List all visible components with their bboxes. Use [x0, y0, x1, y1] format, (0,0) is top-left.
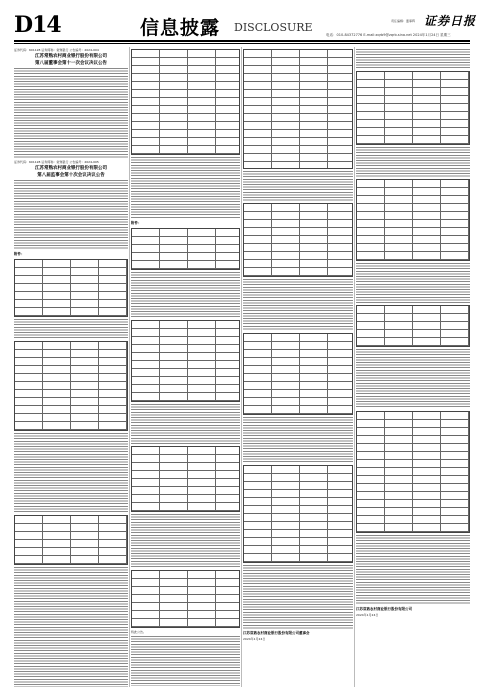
- data-table: [356, 179, 470, 261]
- announcement-title: 江苏常熟农村商业银行股份有限公司: [35, 54, 107, 59]
- data-table: [131, 49, 240, 155]
- body-text-block: [14, 180, 128, 250]
- table-label: 附件：: [131, 221, 142, 225]
- body-text-block: [14, 433, 128, 513]
- body-text-block: [131, 157, 240, 219]
- data-table: [356, 71, 470, 145]
- page-number: D14: [14, 12, 61, 38]
- data-table: [243, 203, 353, 277]
- column-divider: [129, 47, 130, 687]
- data-table: [356, 411, 470, 533]
- signature-label: 江苏常熟农村商业银行股份有限公司董事会: [243, 631, 310, 635]
- signature-date: 2024年1月24日: [243, 637, 266, 641]
- announcement-subtitle: 第八届监事会第十次会议决议公告: [37, 173, 105, 178]
- header-rule-thin: [14, 43, 470, 44]
- body-text-block: [243, 417, 353, 463]
- column-2: [131, 47, 240, 687]
- body-text-block: [356, 147, 470, 177]
- data-table: [243, 333, 353, 415]
- data-table: [243, 465, 353, 563]
- data-table: [131, 570, 240, 628]
- newspaper-logo: 证券日报: [424, 14, 477, 28]
- data-table: [131, 446, 240, 512]
- body-text-block: [243, 565, 353, 629]
- column-divider: [354, 47, 355, 687]
- header-rule-thick: [14, 40, 470, 42]
- body-text-block: [243, 171, 353, 201]
- body-text-block: [356, 535, 470, 605]
- body-text-block: [356, 349, 470, 409]
- data-table: [131, 228, 240, 270]
- column-3: [243, 47, 353, 687]
- body-text-block: [131, 272, 240, 318]
- data-table: [14, 259, 128, 317]
- body-text-block: [131, 514, 240, 568]
- body-text-block: [14, 319, 128, 339]
- section-title-en: DISCLOSURE: [234, 21, 313, 34]
- data-table: [243, 49, 353, 169]
- signature-date: 2024年1月24日: [356, 613, 379, 617]
- column-divider: [241, 47, 242, 687]
- announcement-subtitle: 第八届董事会第十一次会议决议公告: [35, 61, 107, 66]
- body-text-block: [243, 279, 353, 331]
- column-4: [356, 47, 470, 687]
- column-1: [14, 47, 128, 687]
- closing-note: 特此公告。: [131, 630, 147, 634]
- body-text-block: [14, 567, 128, 687]
- announcement-title: 江苏常熟农村商业银行股份有限公司: [35, 166, 107, 171]
- page-header: [0, 0, 484, 44]
- table-label: 附件：: [14, 252, 25, 256]
- data-table: [14, 515, 128, 565]
- announcement-meta: 证券代码：601128 证券简称：常熟银行 公告编号：2024-004: [14, 48, 99, 52]
- section-title-cn: 信息披露: [140, 17, 221, 39]
- body-text-block: [131, 636, 240, 686]
- data-table: [131, 320, 240, 402]
- signature-label: 江苏常熟农村商业银行股份有限公司: [356, 607, 412, 611]
- body-text-block: [131, 404, 240, 444]
- announcement-meta: 证券代码：601128 证券简称：常熟银行 公告编号：2024-005: [14, 160, 99, 164]
- body-text-block: [356, 49, 470, 69]
- editor-credit: 责任编辑：董事辉: [391, 19, 416, 23]
- body-text-block: [356, 263, 470, 303]
- contact-line: 电话：010-84372776 E-mail:zqrb9@zqrb.sina.net 2024年1月24日 星期三: [326, 33, 451, 37]
- data-table: [14, 341, 128, 431]
- data-table: [356, 305, 470, 347]
- body-text-block: [14, 68, 128, 158]
